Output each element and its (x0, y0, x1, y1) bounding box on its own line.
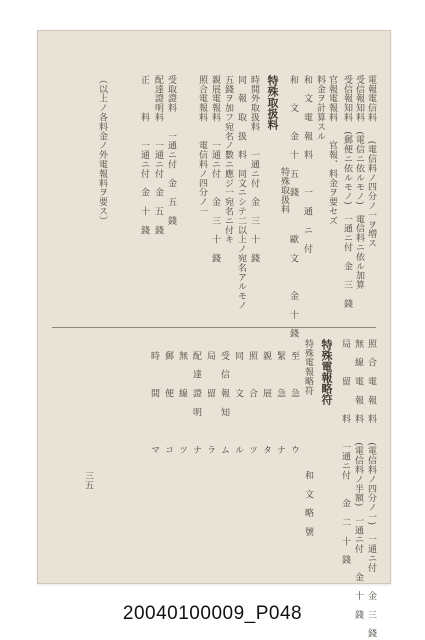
list-item: 郵 便 コ (163, 351, 173, 455)
column-text: 受取證料 一通ニ付 金 五 錢 (166, 75, 176, 226)
list-item: 緊 急 ナ (275, 351, 285, 455)
column-text: 局 留 料 一通ニ付 金 二 十 錢 (340, 339, 350, 565)
image-caption: 20040100009_P048 (122, 603, 303, 624)
page-number: 三五 (83, 471, 93, 490)
column-text: 親展電報料 一通ニ付 金 三 十 錢 (210, 75, 220, 263)
section-heading-bottom: 特殊電報略符 (320, 339, 333, 405)
column-text: 特殊電報略符 和 文 略 號 (303, 339, 313, 537)
list-item: 無 線 ツ (177, 351, 187, 455)
column-text: （以上ノ各料金ノ外電報料ヲ要ス） (97, 75, 107, 226)
list-item: 時 間 マ (149, 351, 159, 455)
column-text: 料金ヲ計算スル (315, 75, 325, 141)
column-text: 受信報知料 (郵便ニ依ルモノ) 一通ニ付 金 三 錢 (342, 75, 352, 309)
column-text: 和 文 電 報 料 一 通 ニ 付 (302, 75, 312, 254)
column-text: 和 文 金 十 五 錢 歐 文 金 十 錢 (288, 75, 298, 339)
list-item: 局 留 ラ (205, 351, 215, 455)
column-text: 五錢ヲ加フ宛名ノ數ニ應ジ一宛名ニ付キ (223, 75, 233, 245)
column-text: 官報電報料 官報、料金ヲ要セズ (327, 75, 337, 226)
section-divider (52, 327, 376, 328)
section-heading-top: 特殊取扱料 (266, 75, 279, 130)
list-item: 照 合 ツ (247, 351, 257, 455)
column-text: 電報電信料 (電信料ノ四分ノ一ヲ増ス (366, 75, 376, 249)
list-item: 受 信 報 知 ム (219, 351, 229, 455)
column-text: 照合電報料 電信料ノ四分ノ一 (197, 75, 207, 216)
column-text: 照 合 電 報 料 (電信料ノ四分ノ一) 一通ニ付 金 三 錢 (366, 339, 376, 639)
column-text: 正 料 一通ニ付 金 十 錢 (139, 75, 149, 235)
column-text: 時間外取扱料 一通ニ付 金 三 十 錢 (249, 75, 259, 263)
column-text: 特殊取扱料 (279, 167, 289, 214)
list-item: 至 急 ウ (289, 351, 299, 455)
list-item: 親 展 タ (261, 351, 271, 455)
column-text: 配達證明料 一通ニ付 金 五 錢 (153, 75, 163, 235)
column-text: 同 報 取 扱 料 同文ニシテ二以上ノ宛名アルモノ (236, 75, 246, 310)
list-item: 配 達 證 明 ナ (191, 351, 201, 455)
column-text: 無 線 電 報 料 (電信料ノ半額) 一通ニ付 金 十 錢 (353, 339, 363, 620)
list-item: 同 文 ル (233, 351, 243, 455)
column-text: 受信報知料 (電信ニ依ルモノ) 電信料ニ依ル加算 (354, 75, 364, 290)
